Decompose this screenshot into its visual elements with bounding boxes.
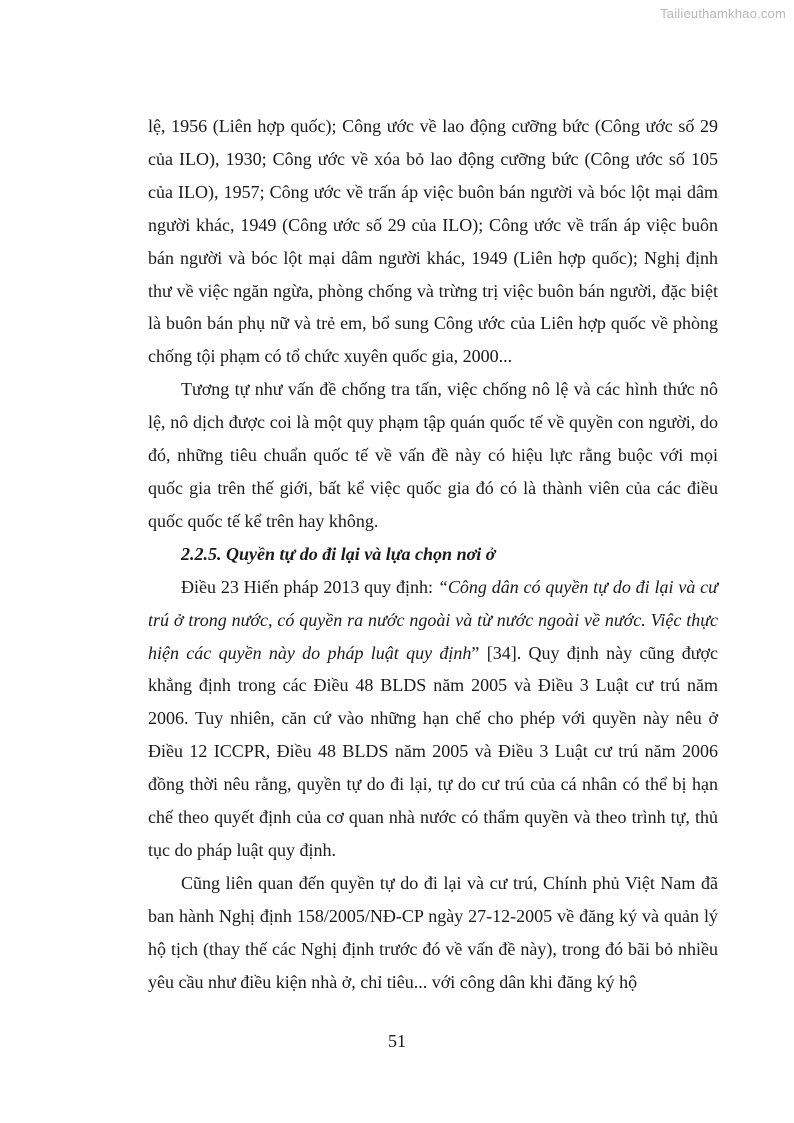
paragraph-continuation: lệ, 1956 (Liên hợp quốc); Công ước về lao động cưỡng bức (Công ước số 29 của ILO), 1930; Công ước về xóa bỏ lao động cưỡng bức (Công ước số 105 của ILO), 1957; Công ước về trấn áp việc buôn bán người và bóc lột mại dâm người khác, 1949 (Công ước số 29 của ILO); Công ước về trấn áp việc buôn bán người và bóc lột mại dâm người khác, 1949 (Liên hợp quốc); Nghị định thư về việc ngăn ngừa, phòng chống và trừng trị việc buôn bán người, đặc biệt là buôn bán phụ nữ và trẻ em, bổ sung Công ước của Liên hợp quốc về phòng chống tội phạm có tổ chức xuyên quốc gia, 2000... bbox=[148, 116, 718, 367]
page-number: 51 bbox=[388, 1031, 406, 1051]
paragraph-decree-158: Cũng liên quan đến quyền tự do đi lại và cư trú, Chính phủ Việt Nam đã ban hành Nghị định 158/2005/NĐ-CP ngày 27-12-2005 về đăng ký và quản lý hộ tịch (thay thế các Nghị định trước đó về vấn đề này), trong đó bãi bỏ nhiều yêu cầu như điều kiện nhà ở, chỉ tiêu... với công dân khi đăng ký hộ bbox=[148, 872, 718, 992]
article-23-rest: ” [34]. Quy định này cũng được khẳng định trong các Điều 48 BLDS năm 2005 và Điều 3 Luật cư trú năm 2006. Tuy nhiên, căn cứ vào những hạn chế cho phép với quyền này nêu ở Điều 12 ICCPR, Điều 48 BLDS năm 2005 và Điều 3 Luật cư trú năm 2006 đồng thời nêu rằng, quyền tự do đi lại, tự do cư trú của cá nhân có thể bị hạn chế theo quyết định của cơ quan nhà nước có thẩm quyền và theo trình tự, thủ tục do pháp luật quy định. bbox=[148, 642, 718, 860]
section-heading: 2.2.5. Quyền tự do đi lại và lựa chọn nơi ở bbox=[181, 543, 496, 564]
article-23-quote: “Công dân có quyền tự do đi lại và cư trú ở trong nước, có quyền ra nước ngoài và từ nước ngoài về nước. Việc thực hiện các quyền này do pháp luật quy định bbox=[148, 576, 718, 663]
document-body bbox=[148, 110, 718, 998]
paragraph-article-23 bbox=[148, 571, 718, 867]
watermark: Tailieuthamkhao.com bbox=[660, 6, 786, 21]
paragraph-slavery-custom: Tương tự như vấn đề chống tra tấn, việc chống nô lệ và các hình thức nô lệ, nô dịch được coi là một quy phạm tập quán quốc tế về quyền con người, do đó, những tiêu chuẩn quốc tế về vấn đề này có hiệu lực rằng buộc với mọi quốc gia trên thế giới, bất kể việc quốc gia đó có là thành viên của các điều quốc quốc tế kể trên hay không. bbox=[148, 379, 718, 531]
article-23-lead: Điều 23 Hiến pháp 2013 quy định: bbox=[181, 576, 438, 597]
